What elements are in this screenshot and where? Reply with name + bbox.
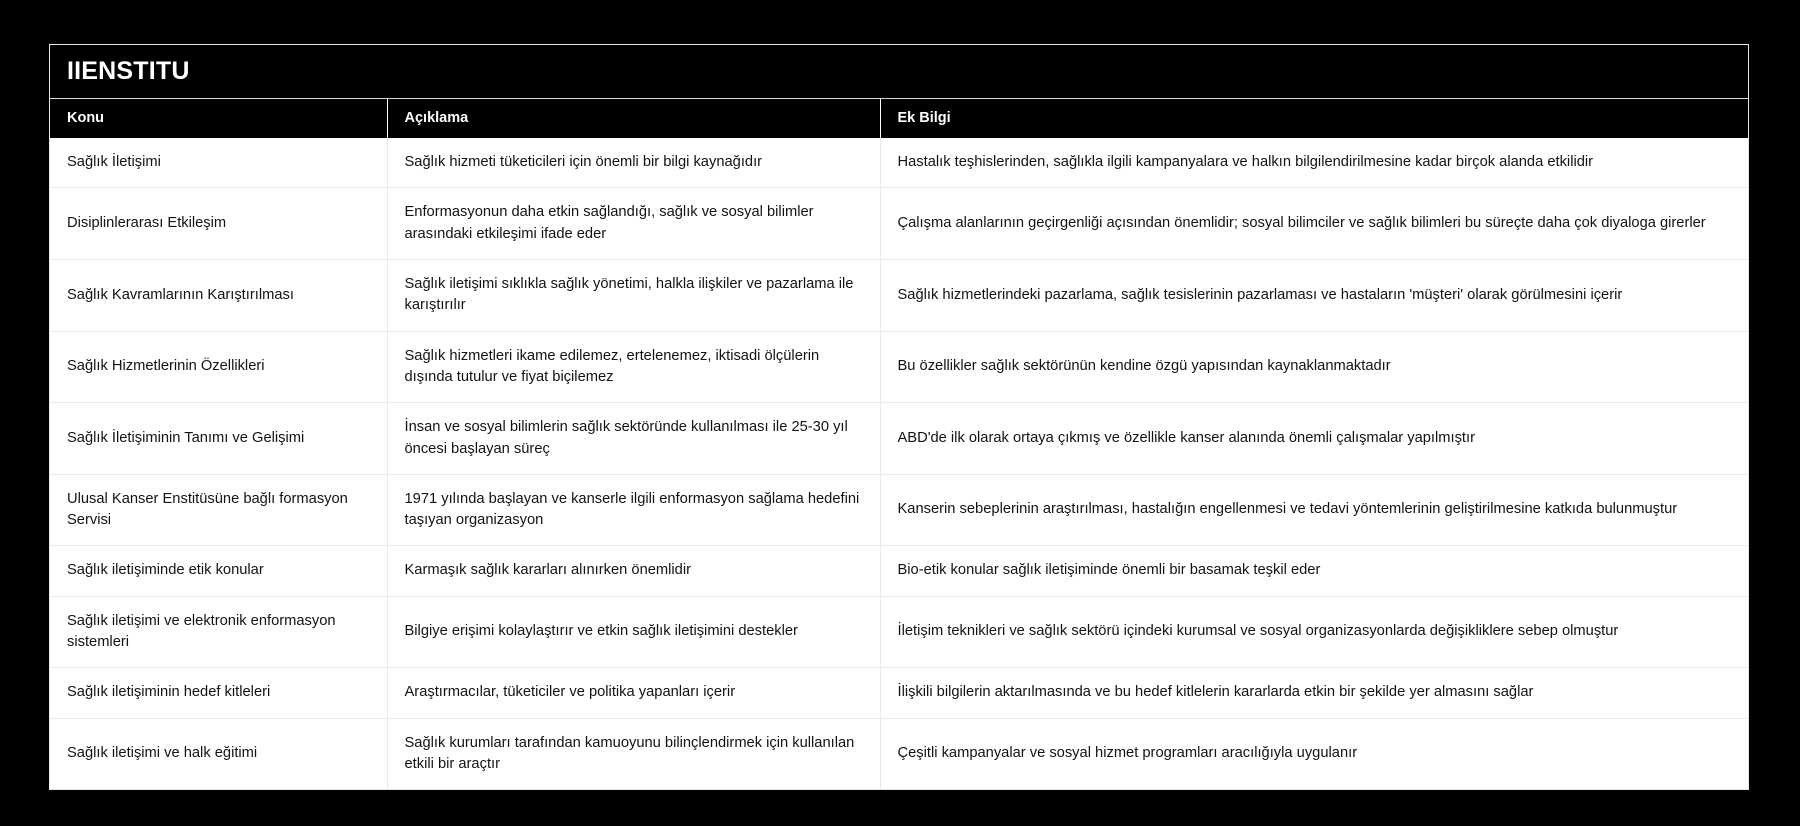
cell-konu: Sağlık iletişimi ve halk eğitimi bbox=[50, 718, 387, 789]
knowledge-table bbox=[50, 99, 1748, 789]
cell-konu: Sağlık Kavramlarının Karıştırılması bbox=[50, 259, 387, 331]
cell-aciklama: Sağlık iletişimi sıklıkla sağlık yönetimi, halkla ilişkiler ve pazarlama ile karıştırılır bbox=[387, 259, 880, 331]
cell-konu: Sağlık Hizmetlerinin Özellikleri bbox=[50, 331, 387, 403]
table-header bbox=[50, 99, 1748, 138]
column-header-konu[interactable]: Konu bbox=[50, 99, 387, 138]
cell-konu: Disiplinlerarası Etkileşim bbox=[50, 188, 387, 260]
cell-ek-bilgi: Bu özellikler sağlık sektörünün kendine özgü yapısından kaynaklanmaktadır bbox=[880, 331, 1748, 403]
cell-aciklama: Araştırmacılar, tüketiciler ve politika yapanları içerir bbox=[387, 668, 880, 718]
table-row bbox=[50, 331, 1748, 403]
column-header-aciklama[interactable]: Açıklama bbox=[387, 99, 880, 138]
column-header-ek-bilgi[interactable]: Ek Bilgi bbox=[880, 99, 1748, 138]
cell-ek-bilgi: ABD'de ilk olarak ortaya çıkmış ve özellikle kanser alanında önemli çalışmalar yapılmıştır bbox=[880, 403, 1748, 475]
cell-konu: Sağlık İletişimi bbox=[50, 138, 387, 188]
cell-aciklama: Enformasyonun daha etkin sağlandığı, sağlık ve sosyal bilimler arasındaki etkileşimi ifade eder bbox=[387, 188, 880, 260]
brand-header bbox=[50, 45, 1748, 99]
cell-konu: Sağlık iletişiminin hedef kitleleri bbox=[50, 668, 387, 718]
cell-aciklama: Sağlık hizmeti tüketicileri için önemli bir bilgi kaynağıdır bbox=[387, 138, 880, 188]
table-row bbox=[50, 546, 1748, 596]
cell-konu: Sağlık İletişiminin Tanımı ve Gelişimi bbox=[50, 403, 387, 475]
cell-ek-bilgi: Bio-etik konular sağlık iletişiminde önemli bir basamak teşkil eder bbox=[880, 546, 1748, 596]
table-row bbox=[50, 596, 1748, 668]
cell-ek-bilgi: İlişkili bilgilerin aktarılmasında ve bu hedef kitlelerin kararlarda etkin bir şekilde yer almasını sağlar bbox=[880, 668, 1748, 718]
cell-ek-bilgi: Çalışma alanlarının geçirgenliği açısından önemlidir; sosyal bilimciler ve sağlık bilimleri bu süreçte daha çok diyaloga girerler bbox=[880, 188, 1748, 260]
table-row bbox=[50, 668, 1748, 718]
table-body bbox=[50, 138, 1748, 789]
table-row bbox=[50, 403, 1748, 475]
cell-konu: Sağlık iletişimi ve elektronik enformasyon sistemleri bbox=[50, 596, 387, 668]
cell-ek-bilgi: Sağlık hizmetlerindeki pazarlama, sağlık tesislerinin pazarlaması ve hastaların 'müşteri' olarak görülmesini içerir bbox=[880, 259, 1748, 331]
table-header-row bbox=[50, 99, 1748, 138]
table-row bbox=[50, 138, 1748, 188]
cell-aciklama: Bilgiye erişimi kolaylaştırır ve etkin sağlık iletişimini destekler bbox=[387, 596, 880, 668]
table-row bbox=[50, 718, 1748, 789]
table-row bbox=[50, 188, 1748, 260]
brand-title: IIENSTITU bbox=[67, 57, 190, 85]
cell-aciklama: Sağlık kurumları tarafından kamuoyunu bilinçlendirmek için kullanılan etkili bir araçtır bbox=[387, 718, 880, 789]
table-row bbox=[50, 259, 1748, 331]
cell-ek-bilgi: İletişim teknikleri ve sağlık sektörü içindeki kurumsal ve sosyal organizasyonlarda değişikliklere sebep olmuştur bbox=[880, 596, 1748, 668]
cell-aciklama: Karmaşık sağlık kararları alınırken önemlidir bbox=[387, 546, 880, 596]
cell-ek-bilgi: Hastalık teşhislerinden, sağlıkla ilgili kampanyalara ve halkın bilgilendirilmesine kadar birçok alanda etkilidir bbox=[880, 138, 1748, 188]
cell-aciklama: Sağlık hizmetleri ikame edilemez, ertelenemez, iktisadi ölçülerin dışında tutulur ve fiyat biçilemez bbox=[387, 331, 880, 403]
cell-ek-bilgi: Kanserin sebeplerinin araştırılması, hastalığın engellenmesi ve tedavi yöntemlerinin geliştirilmesine katkıda bulunmuştur bbox=[880, 474, 1748, 546]
content-card bbox=[49, 44, 1749, 790]
cell-konu: Ulusal Kanser Enstitüsüne bağlı formasyon Servisi bbox=[50, 474, 387, 546]
cell-aciklama: 1971 yılında başlayan ve kanserle ilgili enformasyon sağlama hedefini taşıyan organizasyon bbox=[387, 474, 880, 546]
cell-konu: Sağlık iletişiminde etik konular bbox=[50, 546, 387, 596]
table-row bbox=[50, 474, 1748, 546]
cell-ek-bilgi: Çeşitli kampanyalar ve sosyal hizmet programları aracılığıyla uygulanır bbox=[880, 718, 1748, 789]
cell-aciklama: İnsan ve sosyal bilimlerin sağlık sektöründe kullanılması ile 25-30 yıl öncesi başlayan süreç bbox=[387, 403, 880, 475]
